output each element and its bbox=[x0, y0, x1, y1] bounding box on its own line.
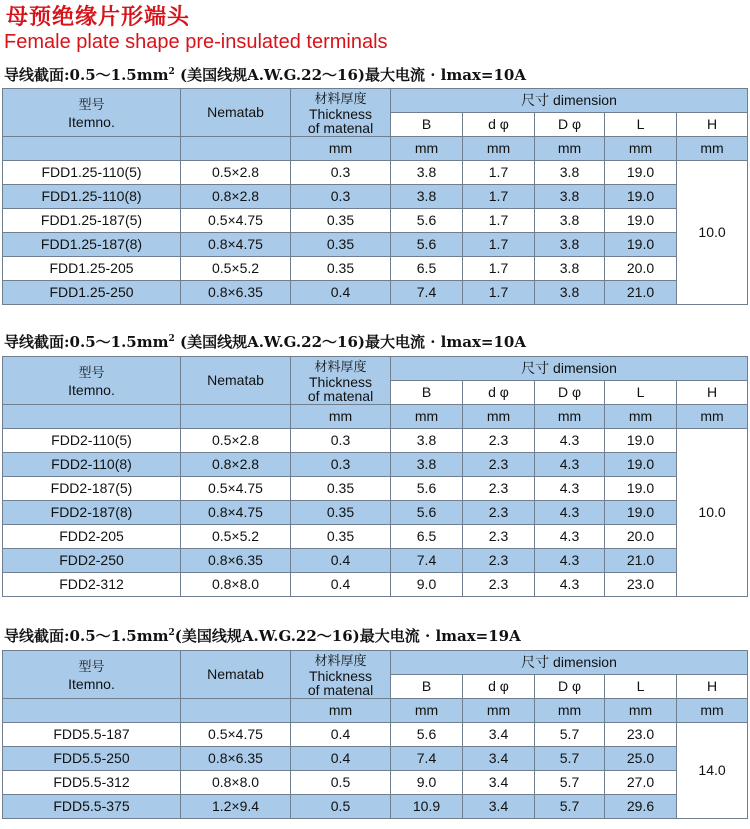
big-d-cell: 5.7 bbox=[535, 795, 605, 819]
column-header-h: H bbox=[677, 675, 748, 699]
thickness-cell: 0.5 bbox=[291, 795, 391, 819]
item-cell: FDD5.5-312 bbox=[3, 771, 181, 795]
column-header-nematab: Nematab bbox=[181, 89, 291, 137]
big-d-cell: 4.3 bbox=[535, 573, 605, 597]
column-header-thickness bbox=[291, 651, 391, 699]
thickness-cell: 0.3 bbox=[291, 453, 391, 477]
b-cell: 3.8 bbox=[391, 161, 463, 185]
unit-cell: mm bbox=[535, 405, 605, 429]
b-cell: 6.5 bbox=[391, 525, 463, 549]
item-cell: FDD5.5-375 bbox=[3, 795, 181, 819]
d-cell: 1.7 bbox=[463, 233, 535, 257]
big-d-cell: 4.3 bbox=[535, 477, 605, 501]
column-header-nematab: Nematab bbox=[181, 651, 291, 699]
unit-cell: mm bbox=[391, 405, 463, 429]
big-d-cell: 4.3 bbox=[535, 549, 605, 573]
item-cell: FDD2-110(8) bbox=[3, 453, 181, 477]
l-cell: 23.0 bbox=[605, 723, 677, 747]
nematab-cell: 0.8×8.0 bbox=[181, 573, 291, 597]
item-cell: FDD2-187(8) bbox=[3, 501, 181, 525]
b-cell: 5.6 bbox=[391, 723, 463, 747]
table-row bbox=[3, 501, 748, 525]
thickness-cell: 0.4 bbox=[291, 747, 391, 771]
b-cell: 3.8 bbox=[391, 429, 463, 453]
nematab-cell: 0.5×2.8 bbox=[181, 161, 291, 185]
column-header-d: D φ bbox=[535, 113, 605, 137]
b-cell: 5.6 bbox=[391, 233, 463, 257]
l-cell: 20.0 bbox=[605, 257, 677, 281]
item-cell: FDD1.25-205 bbox=[3, 257, 181, 281]
column-header-l: L bbox=[605, 381, 677, 405]
big-d-cell: 3.8 bbox=[535, 161, 605, 185]
d-cell: 3.4 bbox=[463, 795, 535, 819]
nematab-cell: 0.5×2.8 bbox=[181, 429, 291, 453]
unit-cell: mm bbox=[463, 137, 535, 161]
b-cell: 10.9 bbox=[391, 795, 463, 819]
d-cell: 2.3 bbox=[463, 573, 535, 597]
b-cell: 7.4 bbox=[391, 747, 463, 771]
unit-cell: mm bbox=[677, 699, 748, 723]
item-cell: FDD5.5-187 bbox=[3, 723, 181, 747]
b-cell: 7.4 bbox=[391, 281, 463, 305]
unit-cell: mm bbox=[391, 137, 463, 161]
b-cell: 3.8 bbox=[391, 185, 463, 209]
l-cell: 29.6 bbox=[605, 795, 677, 819]
column-header-b: B bbox=[391, 113, 463, 137]
column-header-thickness bbox=[291, 357, 391, 405]
unit-row bbox=[3, 699, 748, 723]
nematab-cell: 0.5×4.75 bbox=[181, 477, 291, 501]
unit-cell bbox=[181, 137, 291, 161]
l-cell: 19.0 bbox=[605, 501, 677, 525]
column-header-thickness-en: Thickness bbox=[308, 667, 373, 684]
l-cell: 21.0 bbox=[605, 281, 677, 305]
column-header-item-cn: 型号 bbox=[78, 659, 105, 675]
unit-cell: mm bbox=[291, 137, 391, 161]
table-row bbox=[3, 209, 748, 233]
column-header-item-cn: 型号 bbox=[78, 97, 105, 113]
unit-cell: mm bbox=[605, 137, 677, 161]
l-cell: 19.0 bbox=[605, 429, 677, 453]
nematab-cell: 0.8×6.35 bbox=[181, 549, 291, 573]
big-d-cell: 3.8 bbox=[535, 209, 605, 233]
thickness-cell: 0.35 bbox=[291, 233, 391, 257]
column-header-item bbox=[3, 89, 181, 137]
section-heading-text: 导线截面:0.5～1.5mm bbox=[4, 333, 169, 351]
thickness-cell: 0.4 bbox=[291, 549, 391, 573]
nematab-cell: 0.5×5.2 bbox=[181, 525, 291, 549]
b-cell: 5.6 bbox=[391, 501, 463, 525]
l-cell: 19.0 bbox=[605, 233, 677, 257]
nematab-cell: 0.5×4.75 bbox=[181, 723, 291, 747]
column-header-thickness-en: of matenal bbox=[307, 119, 374, 136]
column-header-nematab: Nematab bbox=[181, 357, 291, 405]
column-header-b: B bbox=[391, 381, 463, 405]
l-cell: 19.0 bbox=[605, 161, 677, 185]
d-cell: 2.3 bbox=[463, 453, 535, 477]
column-header-dimension: 尺寸 dimension bbox=[391, 357, 748, 381]
column-header-thickness-en: of matenal bbox=[307, 387, 374, 404]
unit-cell bbox=[181, 405, 291, 429]
unit-cell: mm bbox=[605, 699, 677, 723]
unit-cell: mm bbox=[391, 699, 463, 723]
unit-cell: mm bbox=[291, 699, 391, 723]
column-header-b: B bbox=[391, 675, 463, 699]
nematab-cell: 0.8×8.0 bbox=[181, 771, 291, 795]
table-row bbox=[3, 747, 748, 771]
item-cell: FDD2-312 bbox=[3, 573, 181, 597]
b-cell: 5.6 bbox=[391, 209, 463, 233]
column-header-item-en: Itemno. bbox=[68, 381, 115, 398]
table-row bbox=[3, 525, 748, 549]
unit-row bbox=[3, 405, 748, 429]
big-d-cell: 3.8 bbox=[535, 281, 605, 305]
big-d-cell: 5.7 bbox=[535, 723, 605, 747]
item-cell: FDD1.25-187(8) bbox=[3, 233, 181, 257]
section-heading-text: (美国线规A.W.G.22～16)最大电流 · lmax=10A bbox=[174, 66, 526, 84]
item-cell: FDD2-205 bbox=[3, 525, 181, 549]
l-cell: 19.0 bbox=[605, 477, 677, 501]
d-cell: 3.4 bbox=[463, 723, 535, 747]
l-cell: 25.0 bbox=[605, 747, 677, 771]
l-cell: 19.0 bbox=[605, 209, 677, 233]
section-heading-superscript: 2 bbox=[168, 628, 175, 638]
table-row bbox=[3, 453, 748, 477]
section-heading-text: 导线截面:0.5～1.5mm bbox=[4, 627, 169, 645]
item-cell: FDD1.25-187(5) bbox=[3, 209, 181, 233]
section-heading bbox=[4, 331, 526, 352]
l-cell: 23.0 bbox=[605, 573, 677, 597]
nematab-cell: 0.5×4.75 bbox=[181, 209, 291, 233]
column-header-item-cn: 型号 bbox=[78, 365, 105, 381]
b-cell: 3.8 bbox=[391, 453, 463, 477]
unit-cell: mm bbox=[605, 405, 677, 429]
item-cell: FDD5.5-250 bbox=[3, 747, 181, 771]
page-title-english: Female plate shape pre-insulated terminals bbox=[4, 31, 388, 53]
spec-table bbox=[2, 88, 748, 305]
spec-table bbox=[2, 650, 748, 819]
column-header-thickness bbox=[291, 89, 391, 137]
section-heading bbox=[4, 625, 521, 646]
column-header-thickness-cn: 材料厚度 bbox=[314, 359, 367, 375]
d-cell: 3.4 bbox=[463, 771, 535, 795]
thickness-cell: 0.35 bbox=[291, 257, 391, 281]
column-header-item-en: Itemno. bbox=[68, 113, 115, 130]
column-header-thickness-en: Thickness bbox=[308, 105, 373, 122]
big-d-cell: 4.3 bbox=[535, 429, 605, 453]
column-header-thickness-cn: 材料厚度 bbox=[314, 653, 367, 669]
unit-row bbox=[3, 137, 748, 161]
section-heading-text: 导线截面:0.5～1.5mm bbox=[4, 66, 169, 84]
nematab-cell: 1.2×9.4 bbox=[181, 795, 291, 819]
column-header-h: H bbox=[677, 381, 748, 405]
thickness-cell: 0.35 bbox=[291, 209, 391, 233]
table-row bbox=[3, 573, 748, 597]
big-d-cell: 3.8 bbox=[535, 233, 605, 257]
spec-table bbox=[2, 356, 748, 597]
column-header-thickness-cn: 材料厚度 bbox=[314, 91, 367, 107]
column-header-thickness-en: Thickness bbox=[308, 373, 373, 390]
unit-cell bbox=[181, 699, 291, 723]
table-row bbox=[3, 233, 748, 257]
column-header-l: L bbox=[605, 675, 677, 699]
column-header-d: d φ bbox=[463, 113, 535, 137]
table-row bbox=[3, 723, 748, 747]
table-row bbox=[3, 549, 748, 573]
nematab-cell: 0.8×2.8 bbox=[181, 185, 291, 209]
column-header-item-en: Itemno. bbox=[68, 675, 115, 692]
b-cell: 6.5 bbox=[391, 257, 463, 281]
big-d-cell: 3.8 bbox=[535, 185, 605, 209]
l-cell: 21.0 bbox=[605, 549, 677, 573]
big-d-cell: 4.3 bbox=[535, 501, 605, 525]
big-d-cell: 4.3 bbox=[535, 453, 605, 477]
d-cell: 1.7 bbox=[463, 185, 535, 209]
h-value-cell: 10.0 bbox=[677, 429, 748, 597]
d-cell: 2.3 bbox=[463, 429, 535, 453]
item-cell: FDD1.25-250 bbox=[3, 281, 181, 305]
thickness-cell: 0.35 bbox=[291, 501, 391, 525]
d-cell: 2.3 bbox=[463, 549, 535, 573]
nematab-cell: 0.8×6.35 bbox=[181, 747, 291, 771]
thickness-cell: 0.35 bbox=[291, 477, 391, 501]
big-d-cell: 3.8 bbox=[535, 257, 605, 281]
b-cell: 7.4 bbox=[391, 549, 463, 573]
unit-cell bbox=[3, 137, 181, 161]
thickness-cell: 0.3 bbox=[291, 161, 391, 185]
d-cell: 1.7 bbox=[463, 209, 535, 233]
unit-cell: mm bbox=[677, 137, 748, 161]
nematab-cell: 0.8×4.75 bbox=[181, 233, 291, 257]
column-header-item bbox=[3, 651, 181, 699]
column-header-h: H bbox=[677, 113, 748, 137]
nematab-cell: 0.8×2.8 bbox=[181, 453, 291, 477]
thickness-cell: 0.4 bbox=[291, 281, 391, 305]
h-value-cell: 14.0 bbox=[677, 723, 748, 819]
thickness-cell: 0.5 bbox=[291, 771, 391, 795]
item-cell: FDD2-187(5) bbox=[3, 477, 181, 501]
d-cell: 3.4 bbox=[463, 747, 535, 771]
d-cell: 2.3 bbox=[463, 501, 535, 525]
column-header-d: D φ bbox=[535, 675, 605, 699]
column-header-dimension: 尺寸 dimension bbox=[391, 651, 748, 675]
nematab-cell: 0.8×4.75 bbox=[181, 501, 291, 525]
big-d-cell: 5.7 bbox=[535, 747, 605, 771]
unit-cell: mm bbox=[535, 137, 605, 161]
unit-cell bbox=[3, 699, 181, 723]
nematab-cell: 0.5×5.2 bbox=[181, 257, 291, 281]
l-cell: 19.0 bbox=[605, 185, 677, 209]
h-value-cell: 10.0 bbox=[677, 161, 748, 305]
item-cell: FDD1.25-110(8) bbox=[3, 185, 181, 209]
table-row bbox=[3, 477, 748, 501]
unit-cell: mm bbox=[535, 699, 605, 723]
table-row bbox=[3, 429, 748, 453]
column-header-d: d φ bbox=[463, 675, 535, 699]
big-d-cell: 5.7 bbox=[535, 771, 605, 795]
column-header-d: D φ bbox=[535, 381, 605, 405]
unit-cell: mm bbox=[677, 405, 748, 429]
thickness-cell: 0.3 bbox=[291, 185, 391, 209]
header-row bbox=[3, 357, 748, 381]
b-cell: 9.0 bbox=[391, 771, 463, 795]
l-cell: 27.0 bbox=[605, 771, 677, 795]
b-cell: 9.0 bbox=[391, 573, 463, 597]
column-header-dimension: 尺寸 dimension bbox=[391, 89, 748, 113]
table-row bbox=[3, 281, 748, 305]
unit-cell: mm bbox=[463, 699, 535, 723]
thickness-cell: 0.3 bbox=[291, 429, 391, 453]
thickness-cell: 0.4 bbox=[291, 723, 391, 747]
section-heading-text: (美国线规A.W.G.22～16)最大电流 · lmax=19A bbox=[174, 627, 521, 645]
big-d-cell: 4.3 bbox=[535, 525, 605, 549]
nematab-cell: 0.8×6.35 bbox=[181, 281, 291, 305]
table-row bbox=[3, 185, 748, 209]
column-header-d: d φ bbox=[463, 381, 535, 405]
section-heading bbox=[4, 64, 526, 85]
item-cell: FDD2-110(5) bbox=[3, 429, 181, 453]
unit-cell: mm bbox=[291, 405, 391, 429]
d-cell: 1.7 bbox=[463, 281, 535, 305]
item-cell: FDD2-250 bbox=[3, 549, 181, 573]
l-cell: 19.0 bbox=[605, 453, 677, 477]
d-cell: 1.7 bbox=[463, 161, 535, 185]
column-header-l: L bbox=[605, 113, 677, 137]
item-cell: FDD1.25-110(5) bbox=[3, 161, 181, 185]
table-row bbox=[3, 161, 748, 185]
unit-cell bbox=[3, 405, 181, 429]
table-row bbox=[3, 795, 748, 819]
d-cell: 2.3 bbox=[463, 477, 535, 501]
thickness-cell: 0.35 bbox=[291, 525, 391, 549]
d-cell: 2.3 bbox=[463, 525, 535, 549]
table-row bbox=[3, 771, 748, 795]
column-header-item bbox=[3, 357, 181, 405]
l-cell: 20.0 bbox=[605, 525, 677, 549]
thickness-cell: 0.4 bbox=[291, 573, 391, 597]
table-row bbox=[3, 257, 748, 281]
column-header-thickness-en: of matenal bbox=[307, 681, 374, 698]
section-heading-superscript: 2 bbox=[168, 334, 175, 344]
unit-cell: mm bbox=[463, 405, 535, 429]
section-heading-text: (美国线规A.W.G.22～16)最大电流 · lmax=10A bbox=[174, 333, 526, 351]
d-cell: 1.7 bbox=[463, 257, 535, 281]
section-heading-superscript: 2 bbox=[168, 67, 175, 77]
b-cell: 5.6 bbox=[391, 477, 463, 501]
header-row bbox=[3, 651, 748, 675]
header-row bbox=[3, 89, 748, 113]
page-title-chinese: 母预绝缘片形端头 bbox=[6, 4, 191, 30]
